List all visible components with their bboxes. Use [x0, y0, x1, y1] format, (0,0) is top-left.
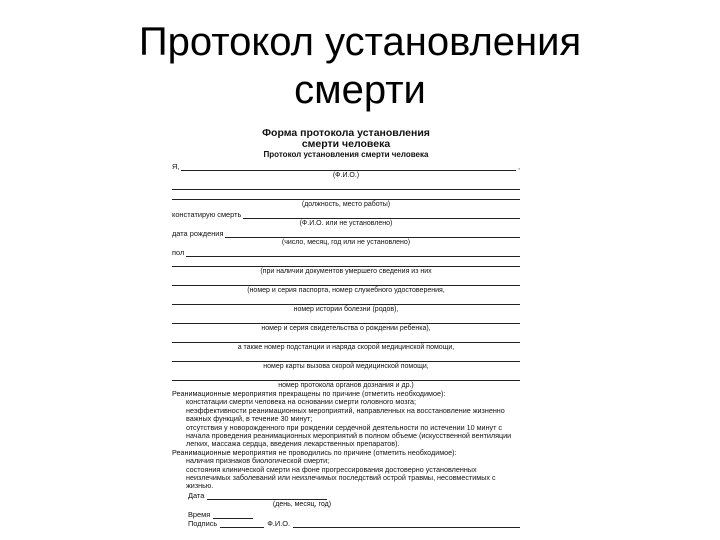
row-time	[172, 509, 520, 519]
ascertain-line	[243, 210, 520, 219]
fio-line	[181, 162, 516, 171]
slide-title-line-2: смерти	[294, 68, 426, 112]
docs-caption: (при наличии документов умершего сведения из них	[260, 268, 432, 275]
blank-line	[172, 180, 520, 190]
paragraph-clinical-death: состояния клинической смерти на фоне прогрессирования достоверно установленных неизлечимых заболеваний или неизлечимых последствий острой травмы, несовместимых с жизнью.	[186, 464, 496, 491]
birthdate-label: дата рождения	[172, 229, 224, 238]
blank-line	[172, 352, 520, 362]
row-ascertain	[172, 209, 520, 219]
date-label: Дата	[188, 491, 205, 501]
row-i	[172, 161, 520, 171]
date-line	[207, 491, 327, 500]
time-label: Время	[188, 509, 211, 519]
signature-fio-line	[293, 519, 520, 528]
signature-line	[220, 519, 264, 528]
paragraph-biological-death: наличия признаков биологической смерти;	[186, 456, 330, 466]
time-line	[213, 510, 253, 519]
passport-caption: (номер и серия паспорта, номер служебного удостоверения,	[247, 287, 445, 294]
blank-line	[172, 295, 520, 305]
birthdate-caption: (число, месяц, год или не установлено)	[281, 239, 411, 246]
blank-line	[172, 314, 520, 324]
form-heading-line-2: смерти человека	[301, 138, 391, 150]
sex-line	[186, 248, 520, 257]
inquiry-caption: номер протокола органов дознания и др.)	[278, 382, 414, 389]
slide-title-line-1: Протокол установления	[138, 20, 582, 64]
signature-label: Подпись	[188, 519, 218, 529]
row-birthdate	[172, 228, 520, 238]
fio-or-unknown-caption: (Ф.И.О. или не установлено)	[299, 220, 393, 227]
row-sex	[172, 247, 520, 257]
blank-line	[172, 190, 520, 200]
history-caption: номер истории болезни (родов),	[293, 306, 399, 313]
birthdate-line	[225, 229, 520, 238]
paragraph-stopped: Реанимационные мероприятия прекращены по причине (отметить необходимое):	[172, 389, 446, 398]
paragraph-ineffective: неэффективности реанимационных мероприятий, направленных на восстановление жизненно важных функций, в течение 30 минут;	[186, 405, 505, 424]
date-caption: (день, месяц, год)	[272, 501, 332, 509]
blank-line	[172, 333, 520, 343]
sex-label: пол	[172, 248, 185, 257]
i-label: Я,	[172, 162, 180, 171]
protocol-form	[172, 127, 520, 529]
ascertain-label: констатирую смерть	[172, 210, 242, 219]
paragraph-newborn: отсутствия у новорожденного при рождении сердечной деятельности по истечении 10 минут с начала проведения реанимационных мероприятий в полном объеме (искусственной вентиляции легких, массажа сердца, введения лекарственных препаратов).	[186, 422, 512, 449]
row-date	[172, 491, 520, 501]
position-caption: (должность, место работы)	[301, 201, 391, 208]
blank-line	[172, 371, 520, 381]
signature-fio-label: Ф.И.О.	[267, 519, 291, 529]
blank-line	[172, 276, 520, 286]
slide-title	[0, 18, 720, 114]
form-subheading: Протокол установления смерти человека	[263, 150, 429, 159]
paragraph-not-performed: Реанимационные мероприятия не проводились по причине (отметить необходимое):	[172, 447, 457, 457]
form-heading-line-1: Форма протокола установления	[262, 127, 430, 139]
comma-mark: ,	[517, 162, 520, 171]
ambulance-station-caption: а также номер подстанции и наряда скорой медицинской помощи,	[237, 344, 455, 351]
row-signature	[172, 519, 520, 529]
fio-caption: (Ф.И.О.)	[332, 172, 360, 179]
paragraph-brain-death: констатации смерти человека на основании смерти головного мозга;	[186, 397, 417, 407]
ambulance-card-caption: номер карты вызова скорой медицинской помощи,	[263, 363, 429, 370]
birth-cert-caption: номер и серия свидетельства о рождении ребенка),	[261, 325, 431, 332]
blank-line	[172, 257, 520, 267]
